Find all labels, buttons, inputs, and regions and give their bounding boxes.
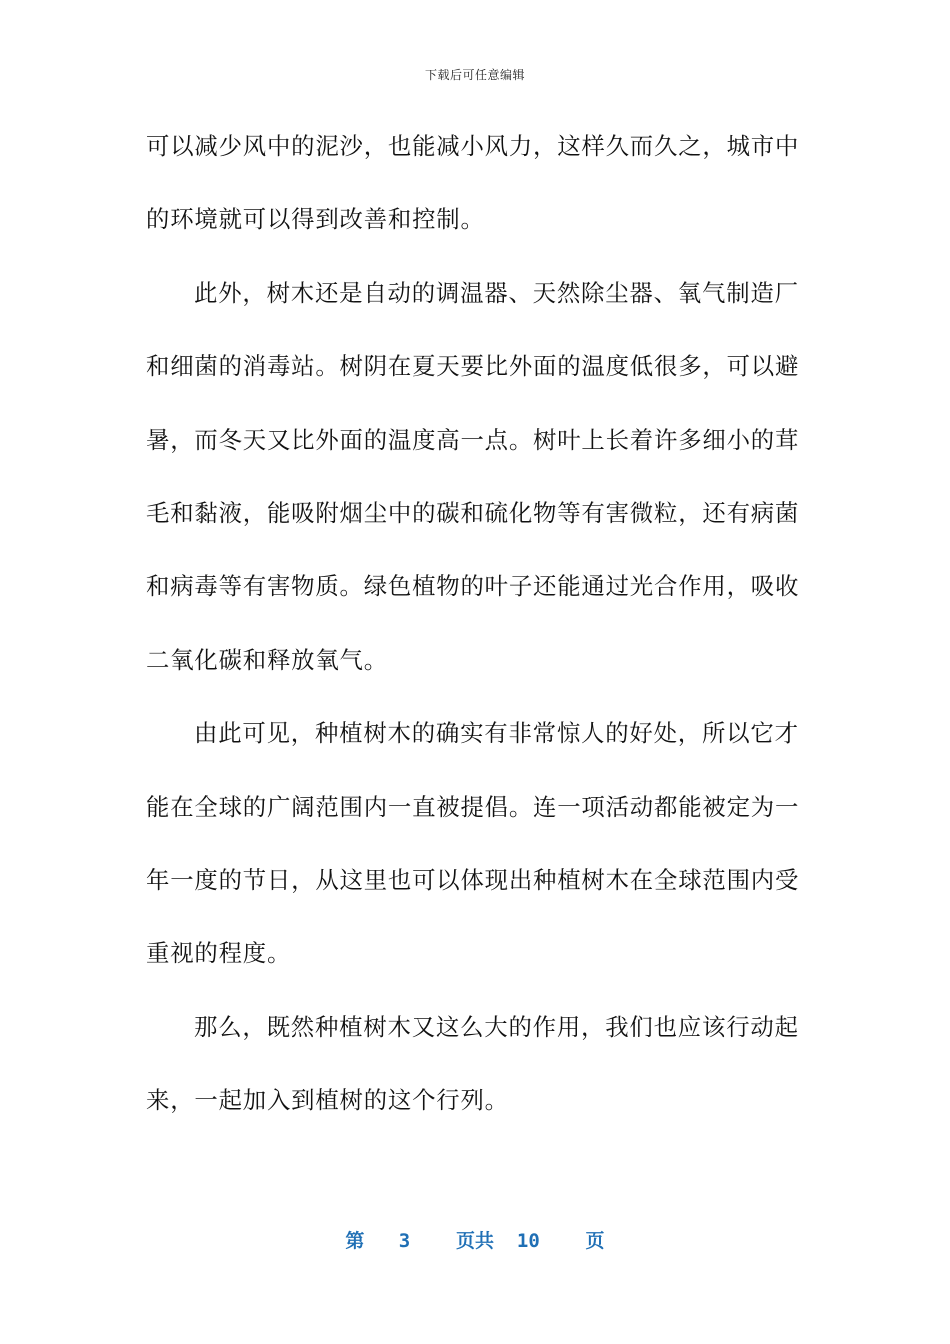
body-line: 二氧化碳和释放氧气。 (146, 645, 388, 674)
body-line: 暑，而冬天又比外面的温度高一点。树叶上长着许多细小的茸 (146, 425, 800, 454)
page-label-prefix: 第 (345, 1230, 365, 1252)
paragraph-start-line: 那么，既然种植树木又这么大的作用，我们也应该行动起 (194, 1012, 799, 1041)
page-number-footer (0, 1226, 950, 1253)
body-line: 能在全球的广阔范围内一直被提倡。连一项活动都能被定为一 (146, 792, 800, 821)
page-label-suffix: 页 (585, 1230, 605, 1252)
document-body (146, 124, 806, 1151)
body-line: 和细菌的消毒站。树阴在夏天要比外面的温度低很多，可以避 (146, 352, 800, 381)
paragraph-start-line: 此外，树木还是自动的调温器、天然除尘器、氧气制造厂 (194, 278, 799, 307)
body-line: 毛和黏液，能吸附烟尘中的碳和硫化物等有害微粒，还有病菌 (146, 498, 800, 527)
page-header-note: 下载后可任意编辑 (424, 68, 525, 82)
total-page-number: 10 (516, 1230, 540, 1252)
current-page-number: 3 (398, 1230, 411, 1252)
body-line: 和病毒等有害物质。绿色植物的叶子还能通过光合作用，吸收 (146, 572, 800, 601)
body-line: 的环境就可以得到改善和控制。 (146, 205, 485, 234)
page-label-middle: 页共 (455, 1230, 494, 1252)
body-line: 年一度的节日，从这里也可以体现出种植树木在全球范围内受 (146, 865, 800, 894)
body-line: 来，一起加入到植树的这个行列。 (146, 1086, 509, 1115)
body-line: 重视的程度。 (146, 939, 292, 968)
body-line: 可以减少风中的泥沙，也能减小风力，这样久而久之，城市中 (146, 132, 800, 160)
paragraph-start-line: 由此可见，种植树木的确实有非常惊人的好处，所以它才 (194, 719, 799, 748)
